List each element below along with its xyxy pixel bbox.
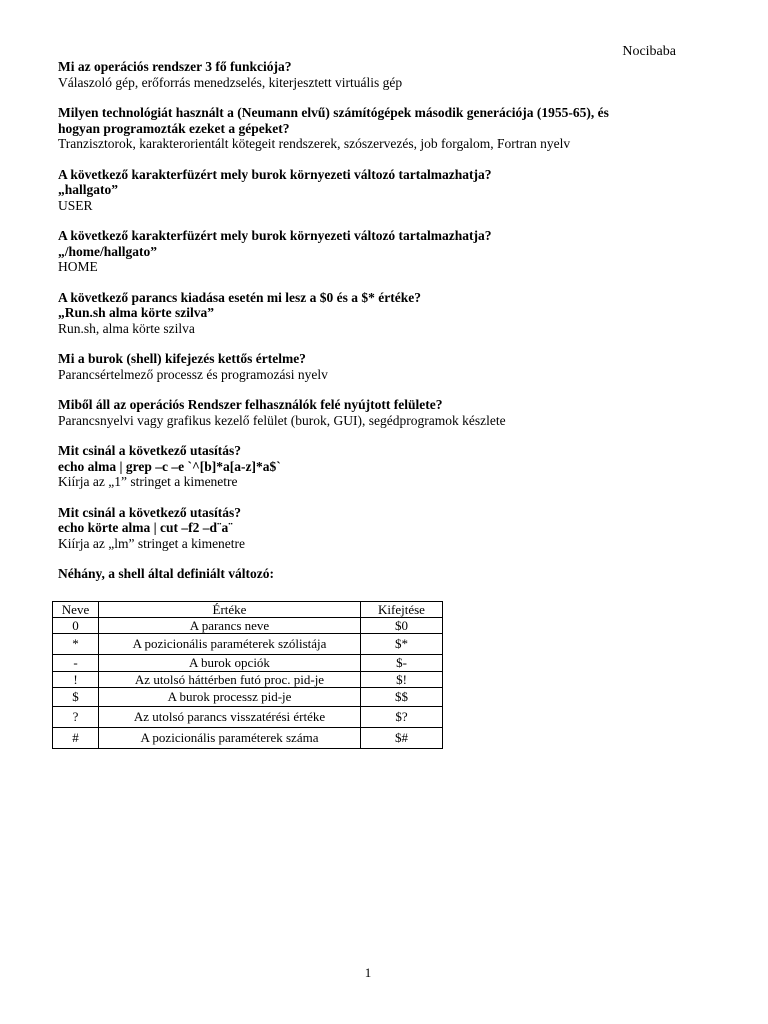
- author-name: Nocibaba: [622, 44, 676, 59]
- question-line: Mi a burok (shell) kifejezés kettős értelme?: [58, 351, 306, 366]
- variable-value-cell: A burok processz pid-je: [99, 688, 361, 707]
- table-body: [53, 618, 443, 749]
- variable-value-cell: A burok opciók: [99, 655, 361, 672]
- table-row: [53, 672, 443, 688]
- variable-name-cell: $: [53, 688, 99, 707]
- question-line: A következő karakterfüzért mely burok környezeti változó tartalmazhatja?: [58, 166, 492, 182]
- variable-expansion-cell: $!: [361, 672, 443, 688]
- code-line: „Run.sh alma körte szilva”: [58, 305, 215, 320]
- answer-line: Run.sh, alma körte szilva: [58, 320, 195, 336]
- qa-list: [58, 59, 698, 551]
- variable-name-cell: !: [53, 672, 99, 688]
- answer-line: Kiírja az „lm” stringet a kimenetre: [58, 535, 246, 551]
- qa-block: [58, 505, 698, 552]
- question-line: A következő parancs kiadása esetén mi lesz a $0 és a $* értéke?: [58, 289, 421, 305]
- variable-expansion-cell: $-: [361, 655, 443, 672]
- variable-name-cell: #: [53, 728, 99, 749]
- variable-name-cell: ?: [53, 707, 99, 728]
- answer-line: USER: [58, 197, 93, 213]
- answer-line: Parancsértelmező processz és programozási nyelv: [58, 366, 328, 382]
- table-row: [53, 728, 443, 749]
- qa-block: [58, 443, 698, 490]
- qa-block: [58, 290, 698, 337]
- variable-expansion-cell: $*: [361, 634, 443, 655]
- question-line: Mit csinál a következő utasítás?: [58, 443, 241, 458]
- variable-expansion-cell: $#: [361, 728, 443, 749]
- variable-value-cell: Az utolsó háttérben futó proc. pid-je: [99, 672, 361, 688]
- question-line: Miből áll az operációs Rendszer felhasználók felé nyújtott felülete?: [58, 397, 443, 412]
- answer-line: Kiírja az „1” stringet a kimenetre: [58, 474, 238, 489]
- variable-value-cell: A parancs neve: [99, 618, 361, 634]
- document-body: [58, 59, 698, 582]
- column-header-name: Neve: [53, 602, 99, 618]
- qa-block: [58, 105, 698, 152]
- column-header-value: Értéke: [99, 602, 361, 618]
- code-line: echo alma | grep –c –e `^[b]*a[a-z]*a$`: [58, 458, 281, 474]
- variable-name-cell: -: [53, 655, 99, 672]
- qa-block: [58, 351, 698, 382]
- answer-line: Parancsnyelvi vagy grafikus kezelő felület (burok, GUI), segédprogramok készlete: [58, 412, 506, 428]
- table-header-row: [53, 602, 443, 618]
- page-number: 1: [364, 965, 372, 980]
- question-line: hogyan programozták ezeket a gépeket?: [58, 120, 290, 136]
- qa-block: [58, 59, 698, 90]
- code-line: „hallgato”: [58, 182, 119, 197]
- variable-expansion-cell: $0: [361, 618, 443, 634]
- code-line: echo körte alma | cut –f2 –d¨a¨: [58, 520, 233, 535]
- question-line: Mit csinál a következő utasítás?: [58, 504, 241, 520]
- question-line: A következő karakterfüzért mely burok környezeti változó tartalmazhatja?: [58, 228, 492, 243]
- code-line: „/home/hallgato”: [58, 243, 158, 259]
- answer-line: Tranzisztorok, karakterorientált kötegeit rendszerek, szószervezés, job forgalom, Fortran nyelv: [58, 136, 571, 151]
- answer-line: Válaszoló gép, erőforrás menedzselés, kiterjesztett virtuális gép: [58, 74, 403, 90]
- question-line: Milyen technológiát használt a (Neumann elvű) számítógépek második generációja (1955-65), és: [58, 105, 609, 120]
- qa-block: [58, 167, 698, 214]
- question-line: Mi az operációs rendszer 3 fő funkciója?: [58, 59, 292, 74]
- table-intro: Néhány, a shell által definiált változó:: [58, 566, 274, 581]
- variable-value-cell: Az utolsó parancs visszatérési értéke: [99, 707, 361, 728]
- answer-line: HOME: [58, 259, 98, 274]
- table-row: [53, 655, 443, 672]
- table-row: [53, 707, 443, 728]
- variable-value-cell: A pozicionális paraméterek szólistája: [99, 634, 361, 655]
- variable-name-cell: *: [53, 634, 99, 655]
- table-row: [53, 688, 443, 707]
- variable-expansion-cell: $?: [361, 707, 443, 728]
- variable-expansion-cell: $$: [361, 688, 443, 707]
- variable-value-cell: A pozicionális paraméterek száma: [99, 728, 361, 749]
- table-row: [53, 618, 443, 634]
- variable-name-cell: 0: [53, 618, 99, 634]
- shell-variables-table: [52, 601, 443, 749]
- column-header-expansion: Kifejtése: [361, 602, 443, 618]
- qa-block: [58, 397, 698, 428]
- qa-block: [58, 228, 698, 275]
- table-row: [53, 634, 443, 655]
